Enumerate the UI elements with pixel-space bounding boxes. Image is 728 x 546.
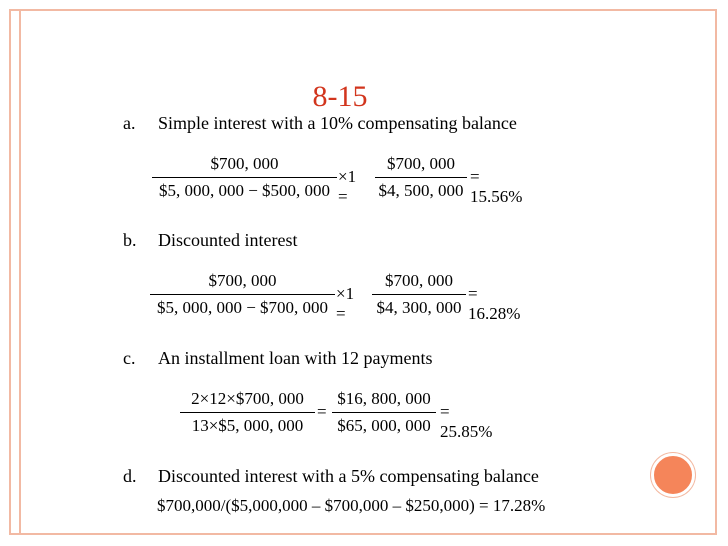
formula-b-denominator-2: $4, 300, 000 — [376, 298, 462, 317]
formula-a-fraction-2 — [375, 154, 467, 201]
formula-b-numerator-1: $700, 000 — [208, 271, 277, 290]
formula-b-fraction-1 — [150, 271, 335, 318]
item-c — [123, 348, 432, 369]
item-c-text: An installment loan with 12 payments — [158, 348, 433, 368]
formula-b-fraction-2 — [372, 271, 466, 318]
item-b-text: Discounted interest — [158, 230, 298, 250]
formula-a-denominator-1: $5, 000, 000 − $500, 000 — [158, 181, 331, 200]
formula-b-operator: ×1 = — [336, 284, 355, 323]
decorative-circle — [651, 453, 695, 497]
formula-c-numerator-2: $16, 800, 000 — [337, 389, 431, 408]
formula-c-fraction-2 — [332, 389, 436, 436]
formula-a-numerator-2: $700, 000 — [387, 154, 455, 173]
formula-c-denominator-2: $65, 000, 000 — [337, 416, 431, 435]
item-a-letter: a. — [123, 113, 136, 133]
item-a — [123, 113, 517, 134]
formula-a-operator: ×1 = — [338, 167, 357, 206]
formula-a-numerator-1: $700, 000 — [210, 154, 279, 173]
formula-b-denominator-1: $5, 000, 000 − $700, 000 — [156, 298, 329, 317]
formula-c-operator: = — [317, 402, 327, 421]
item-a-text: Simple interest with a 10% compensating balance — [158, 113, 517, 133]
formula-d: $700,000/($5,000,000 – $700,000 – $250,000) = 17.28% — [157, 496, 546, 515]
formula-c-fraction-1 — [180, 389, 315, 436]
item-d-text: Discounted interest with a 5% compensating balance — [158, 466, 539, 486]
formula-a-fraction-1 — [152, 154, 337, 201]
item-b — [123, 230, 297, 251]
formula-a-denominator-2: $4, 500, 000 — [378, 181, 464, 200]
formula-c-numerator-1: 2×12×$700, 000 — [191, 389, 304, 408]
item-c-letter: c. — [123, 348, 136, 368]
formula-b-result: = 16.28% — [468, 284, 521, 323]
item-b-letter: b. — [123, 230, 137, 250]
formula-a-result: = 15.56% — [470, 167, 523, 206]
formula-b-numerator-2: $700, 000 — [385, 271, 453, 290]
formula-c-denominator-1: 13×$5, 000, 000 — [191, 416, 304, 435]
item-d-letter: d. — [123, 466, 137, 486]
item-d — [123, 466, 539, 487]
formula-c-result: = 25.85% — [440, 402, 493, 441]
slide-title: 8-15 — [312, 80, 368, 113]
